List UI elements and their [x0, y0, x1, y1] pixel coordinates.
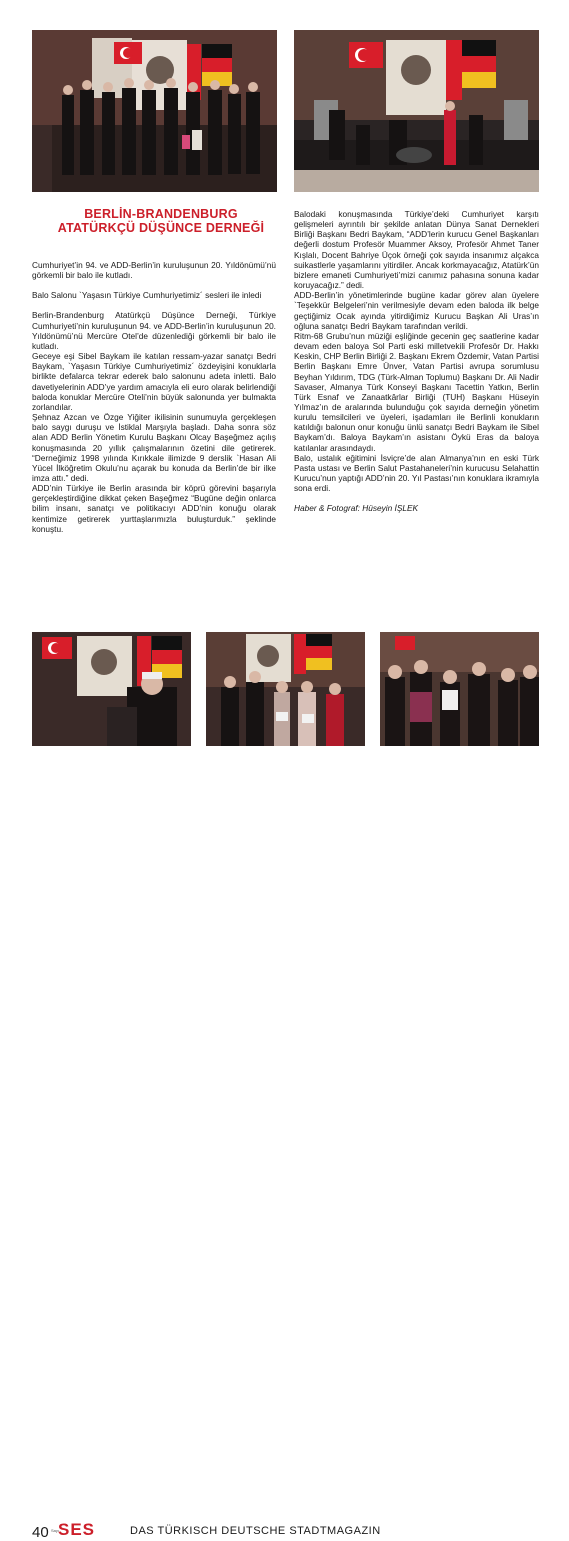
- title-line-2: ATATÜRKÇÜ DÜŞÜNCE DERNEĞİ: [57, 221, 265, 235]
- photo-credit: Haber & Fotograf: Hüseyin İŞLEK: [294, 503, 419, 514]
- ses-logo: SES: [58, 1520, 96, 1539]
- issue-label: Sayı: [51, 1528, 60, 1533]
- paragraph-intro: Cumhuriyet’in 94. ve ADD-Berlin’in kuruluşunun 20. Yıldönümü’nü görkemli bir balo ile kutladı.: [32, 260, 276, 281]
- photo-crowd-dancing: [380, 632, 539, 746]
- photo-group-portrait: [32, 30, 277, 192]
- right-column: [294, 209, 539, 514]
- photo-band-stage: [294, 30, 539, 192]
- paragraph: Berlin-Brandenburg Atatürkçü Düşünce Derneği, Türkiye Cumhuriyeti’nin kuruluşunun 94. ve ADD-Berlin’in kuruluşunun 20. Yıldönümü’nü Mercüre Otel’de düzenlediği görkemli bir balo ile kutladı.: [32, 310, 276, 351]
- left-column: [32, 260, 276, 534]
- paragraph: Geceye eşi Sibel Baykam ile katılan ressam-yazar sanatçı Bedri Baykam, `Yaşasın Türkiye Cumhuriyetimiz´ özdeyişini konuklarla birlikte defalarca tekrar ederek balo salonunu adeta inletti. Balo davetiyelerinin ADD’ye yardım amacıyla eli euro olarak belirlendiği baloda konuklar Mercüre Oteli’nin büyük salonunda yer bulmakta zorlandılar.: [32, 351, 276, 412]
- paragraph: Ritm-68 Grubu’nun müziği eşliğinde gecenin geç saatlerine kadar devam eden baloya Sol Parti eski milletvekili Profesör Dr. Hakkı Keskin, CHP Berlin Birliği 2. Başkanı Ekrem Özdemir, Vatan Partisi Berlin Başkanı Emre Ünver, Vatan Partisi avrupa sorumlusu Beyhan Yıldırım, TDG (Türk-Alman Toplumu) Başkanı Dr. Ali Nadir Savaser, Almanya Türk Konseyi Başkanı Tacettin Yatkın, Berlin Türk Esnaf ve Zanaatkârlar Birliği (TUH) Başkanı Hüseyin Yılmaz’ın de aralarında bulunduğu çok sayıda derneğin yönetim kurulu temsilcileri ve üyeleri, işadamları ile Berlinli konukların katıldığı balonun onur konuğu ünlü sanatçı Bedri Baykam ile Sibel Baykam’dı. Baloya Baykam’ın asistanı Öykü Eras da baloya katılanlar arasındaydı.: [294, 330, 540, 453]
- paragraph: ADD’nin Türkiye ile Berlin arasında bir köprü görevini başarıyla gerçekleştirdiğine dikkat çeken Başeğmez “Bugüne değin onlarca bilim insanı, sanatçı ve politikacıyı ADD’nin konuğu olarak kentimize getirerek yurttaşlarımızla buluşturduk.” şeklinde konuştu.: [32, 483, 276, 534]
- article-title: [34, 207, 288, 235]
- paragraph: Şehnaz Azcan ve Özge Yiğiter ikilisinin sunumuyla gerçekleşen balo saygı duruşu ve İstiklal Marşıyla başladı. Daha sonra söz alan ADD Berlin Yönetim Kurulu Başkanı Olcay Başeğmez açılış konuşmasında 20 yıllık çalışmalarının özetini dile getirerek. “Derneğimiz 1998 yılında Kırıkkale ilimizde 9 derslik `Hasan Ali Yücel İlköğretim Okulu’nu açarak bu konuda da Berlin’de bir ilke imza attı.” dedi.: [32, 412, 276, 483]
- paragraph: Balo, ustalık eğitimini İsviçre’de alan Almanya’nın en eski Türk Pasta ustası ve Berlin Salut Pastahaneleri’nin kurucusu Selahattin Kurucu’nun yaptığı ADD’nin 20. Yıl Pastası’nın konuklara ikramıyla sona erdi.: [294, 452, 539, 494]
- page-number: 40: [32, 1524, 49, 1541]
- paragraph: ADD-Berlin’in yönetimlerinde bugüne kadar görev alan üyelere `Teşekkür Belgeleri’nin verilmesiyle devam eden baloda ilk belge geçtiğimiz Ocak ayında yitirdiğimiz Kurucu Başkan Ali Uras’ın oğluna sanatçı Bedri Baykam tarafından verildi.: [294, 290, 539, 331]
- paragraph-subtitle: Balo Salonu `Yaşasın Türkiye Cumhuriyetimiz´ sesleri ile inledi: [32, 290, 262, 301]
- title-line-1: BERLİN-BRANDENBURG: [84, 207, 238, 221]
- photo-speaker-podium: [32, 632, 191, 746]
- magazine-name: DAS TÜRKISCH DEUTSCHE STADTMAGAZIN: [130, 1525, 381, 1537]
- photo-certificate-group: [206, 632, 365, 746]
- paragraph: Balodaki konuşmasında Türkiye’deki Cumhuriyet karşıtı gelişmeleri ayrıntılı bir şekilde anlatan Dünya Sanat Dernekleri Birliği Başkanı Bedri Baykam, “ADD’lerin kurucu Genel Başkanları değerli dostum Profesör Muammer Aksoy, Profesör Ahmet Taner Kışlalı, Docent Bahriye Üçok örneği çok sayıda insanımız alçakca suikastlerle yaşamlarını yitirdiler. Ancak korkmayacağız, Atatürk’ün bizlere emaneti Cumhuriyeti’mizi canımız pahasına sonuna kadar koruyacağız.” dedi.: [294, 209, 539, 291]
- page-footer: [0, 754, 569, 1541]
